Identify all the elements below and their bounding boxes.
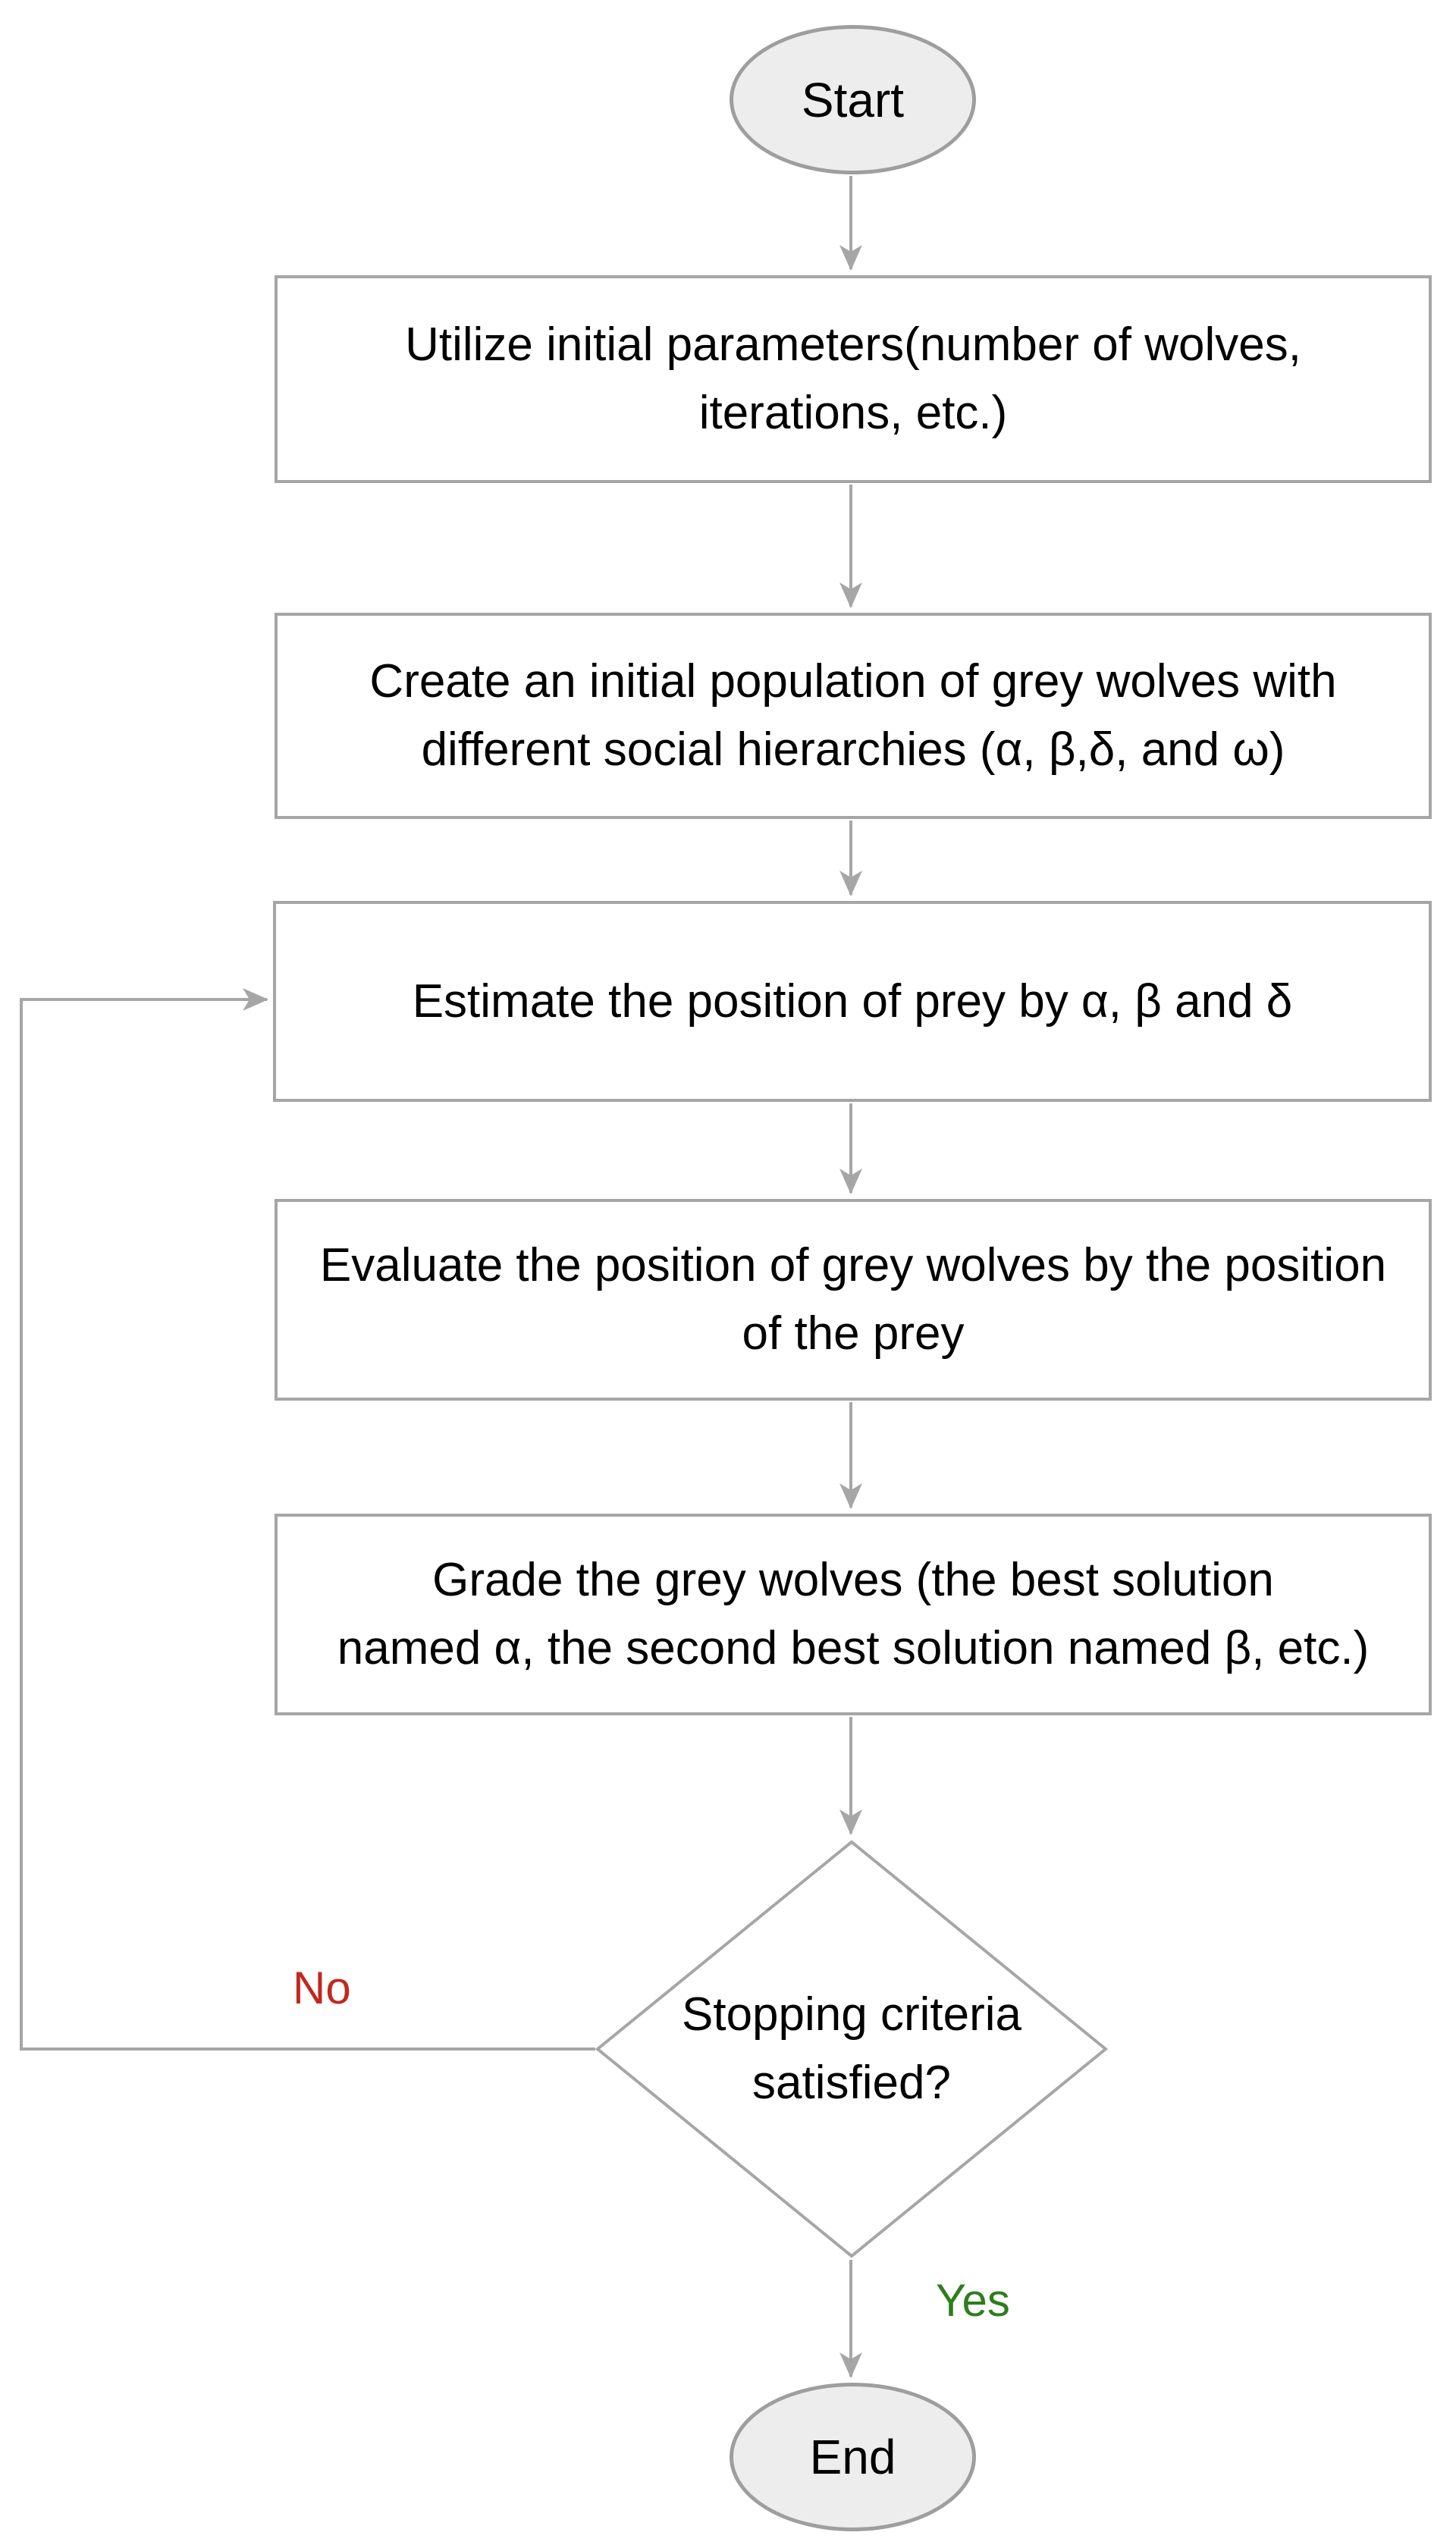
process-estimate-prey-position [273,901,1432,1102]
process-text-line: Grade the grey wolves (the best solution [432,1554,1274,1606]
decision-text [682,1981,1021,2117]
start-label: Start [801,72,905,127]
process-grade-wolves [275,1514,1432,1715]
process-text-line: of the prey [742,1307,965,1360]
end-terminal [730,2383,976,2531]
decision-stopping-criteria [595,1840,1108,2258]
process-create-population [275,613,1432,819]
process-text-line: Evaluate the position of grey wolves by the position [319,1239,1387,1291]
process-text-line: Create an initial population of grey wolves with [369,655,1337,708]
process-text-line: Utilize initial parameters(number of wolves, [405,318,1301,371]
start-terminal [730,25,976,174]
process-evaluate-wolves-position [275,1199,1432,1401]
end-label: End [809,2430,896,2484]
no-branch-label: No [293,1963,351,2013]
process-text-line: different social hierarchies (α, β,δ, and ω) [421,723,1285,776]
yes-branch-label: Yes [936,2275,1010,2326]
process-utilize-parameters [275,275,1432,483]
process-text-line: Estimate the position of prey by α, β and δ [412,974,1293,1028]
decision-text-line: Stopping criteria [681,1988,1022,2041]
process-text-line: named α, the second best solution named β, etc.) [337,1622,1370,1674]
process-text-line: iterations, etc.) [698,387,1008,439]
decision-text-line: satisfied? [752,2057,951,2109]
